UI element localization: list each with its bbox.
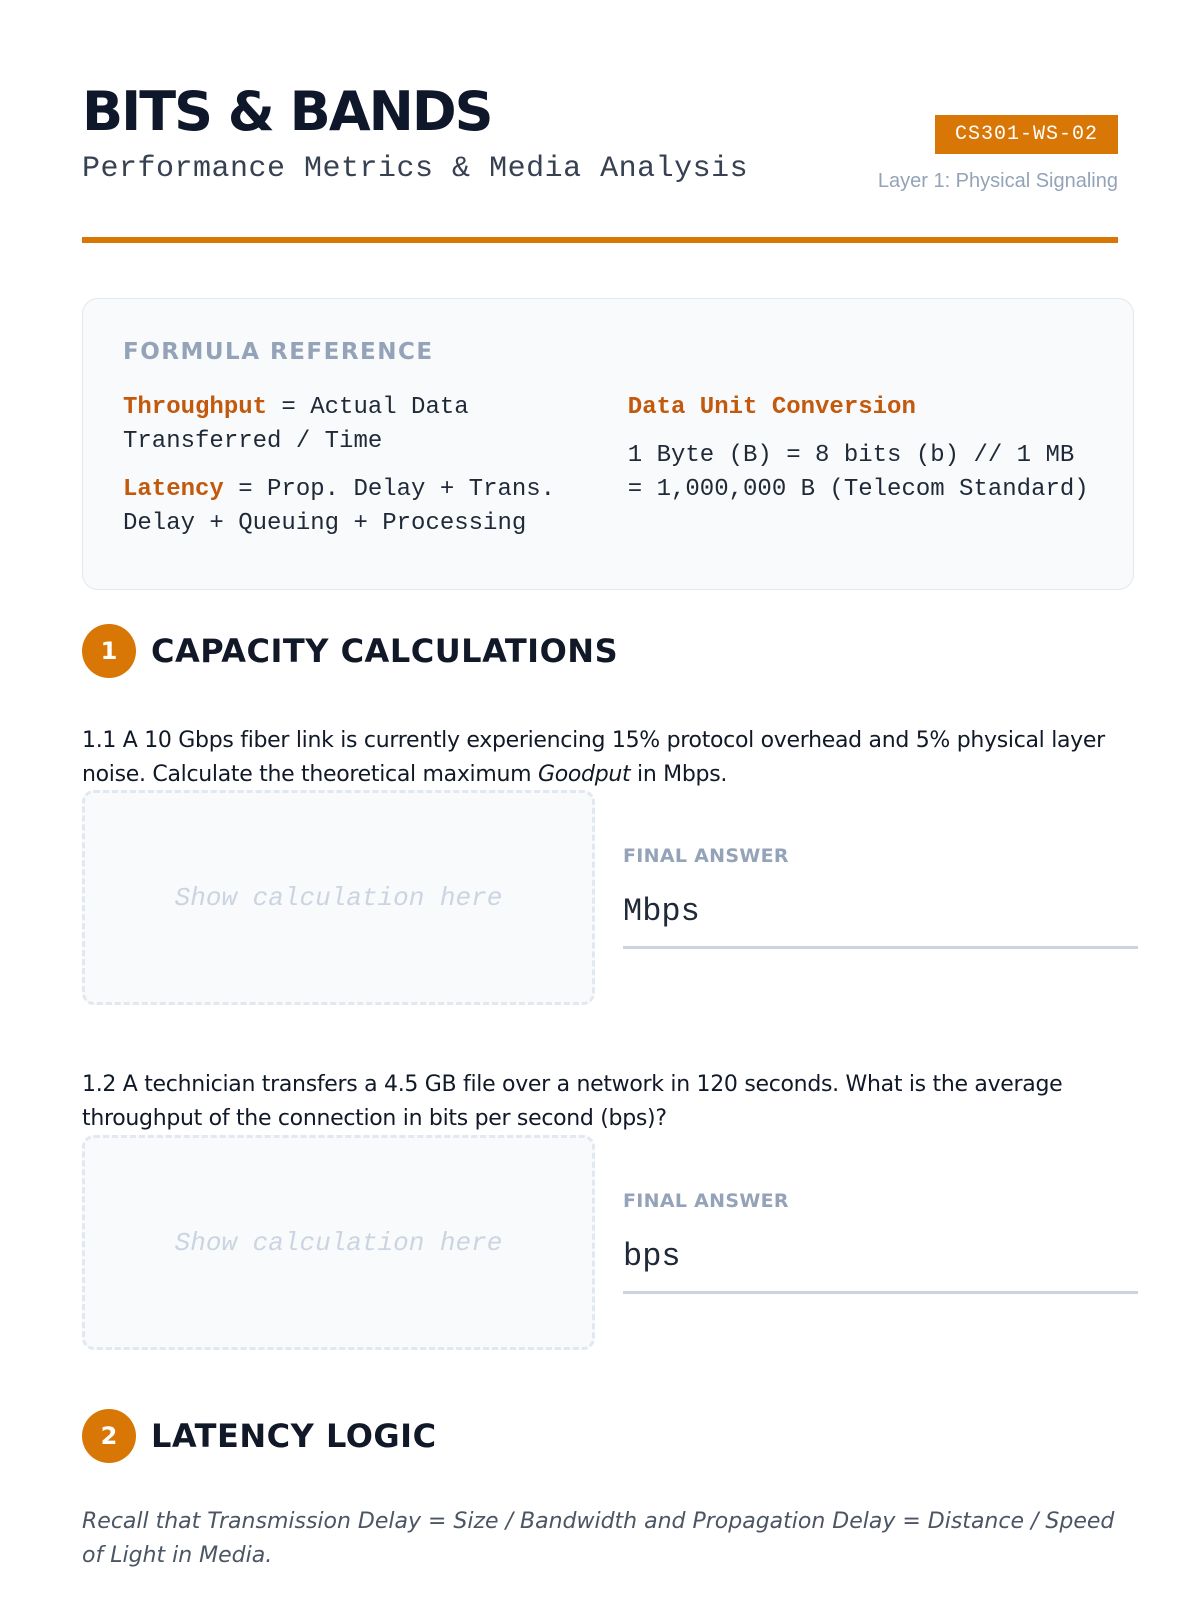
final-answer-1-2 (623, 1190, 1138, 1294)
section-2-number: 2 (82, 1409, 136, 1463)
formula-left-column (123, 391, 628, 555)
question-1-1-emphasis: Goodput (537, 762, 631, 787)
answer-field-1-2[interactable]: bps (623, 1238, 1138, 1294)
answer-field-1-1[interactable]: Mbps (623, 893, 1138, 949)
conversion-title: Data Unit Conversion (627, 394, 916, 421)
section-2-header (82, 1409, 437, 1463)
calculation-box-1-1[interactable]: Show calculation here (82, 790, 595, 1005)
formula-right-column (628, 391, 1093, 555)
question-1-1-text-end: in Mbps. (630, 762, 728, 787)
latency-formula (123, 473, 628, 541)
page-title: BITS & BANDS (82, 80, 492, 143)
throughput-term: Throughput (123, 394, 268, 421)
final-answer-label: FINAL ANSWER (623, 1190, 789, 1212)
formula-columns (123, 391, 1093, 555)
throughput-formula (123, 391, 628, 459)
header (82, 0, 1118, 245)
throughput-definition: = Actual Data Transferred / Time (123, 394, 469, 455)
final-answer-1-1 (623, 845, 1138, 949)
question-1-1 (82, 724, 1142, 792)
formula-heading: FORMULA REFERENCE (123, 339, 434, 365)
question-1-1-text: 1.1 A 10 Gbps fiber link is currently experiencing 15% protocol overhead and 5% physical layer noise. Calculate the theoretical maximum (82, 728, 1105, 787)
calculation-box-1-2[interactable]: Show calculation here (82, 1135, 595, 1350)
page-subtitle: Performance Metrics & Media Analysis (82, 152, 749, 186)
header-divider (82, 237, 1118, 243)
conversion-text: 1 Byte (B) = 8 bits (b) // 1 MB = 1,000,000 B (Telecom Standard) (627, 442, 1089, 503)
final-answer-label: FINAL ANSWER (623, 845, 789, 867)
latency-term: Latency (123, 476, 224, 503)
worksheet-page (0, 0, 1200, 245)
section-1-header (82, 624, 618, 678)
section-2-title: LATENCY LOGIC (151, 1417, 437, 1455)
question-1-2: 1.2 A technician transfers a 4.5 GB file over a network in 120 seconds. What is the average throughput of the connection in bits per second (bps)? (82, 1072, 1063, 1131)
latency-recall-note: Recall that Transmission Delay = Size / Bandwidth and Propagation Delay = Distance / Speed of Light in Media. (82, 1509, 1115, 1568)
worksheet-code-badge: CS301-WS-02 (935, 115, 1118, 154)
section-1-title: CAPACITY CALCULATIONS (151, 632, 619, 670)
section-1-number: 1 (82, 624, 136, 678)
formula-reference-box (82, 298, 1134, 590)
latency-definition: = Prop. Delay + Trans. Delay + Queuing + Processing (123, 476, 556, 537)
layer-note: Layer 1: Physical Signaling (877, 170, 1118, 192)
